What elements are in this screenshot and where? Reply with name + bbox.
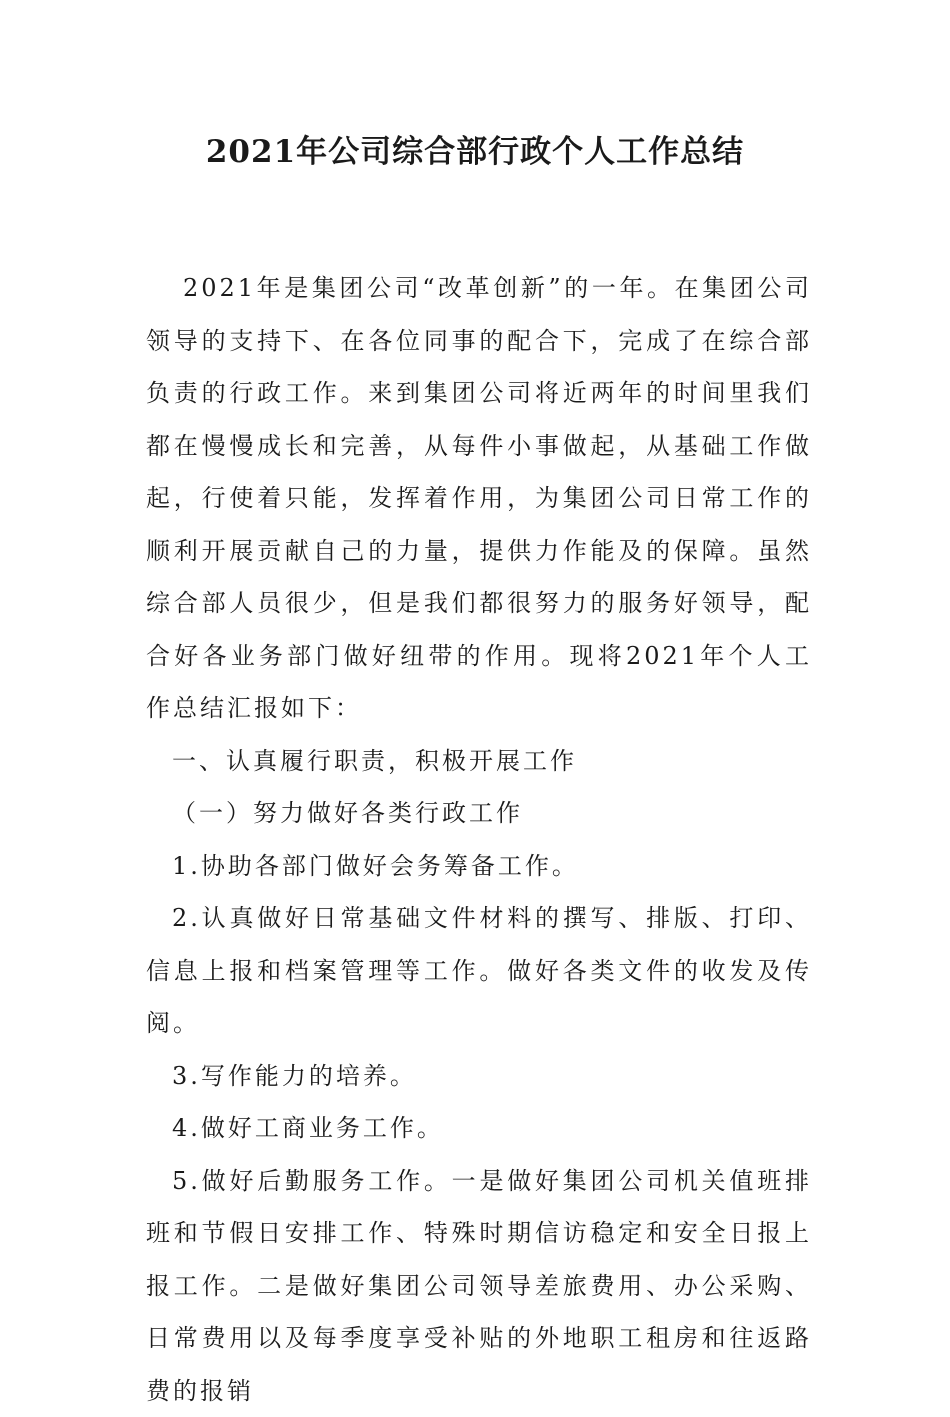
list-item-4: 4.做好工商业务工作。 bbox=[146, 1102, 812, 1155]
list-item-3: 3.写作能力的培养。 bbox=[146, 1050, 812, 1103]
section-heading: 一、认真履行职责，积极开展工作 bbox=[146, 735, 812, 788]
subsection-heading: （一）努力做好各类行政工作 bbox=[146, 787, 812, 840]
document-body bbox=[146, 262, 812, 1417]
intro-paragraph: 2021年是集团公司“改革创新”的一年。在集团公司领导的支持下、在各位同事的配合下，完成了在综合部负责的行政工作。来到集团公司将近两年的时间里我们都在慢慢成长和完善，从每件小事做起，从基础工作做起，行使着只能，发挥着作用，为集团公司日常工作的顺利开展贡献自己的力量，提供力作能及的保障。虽然综合部人员很少，但是我们都很努力的服务好领导，配合好各业务部门做好纽带的作用。现将2021年个人工作总结汇报如下： bbox=[146, 262, 812, 735]
list-item-2: 2.认真做好日常基础文件材料的撰写、排版、打印、信息上报和档案管理等工作。做好各类文件的收发及传阅。 bbox=[146, 892, 812, 1050]
document-title: 2021年公司综合部行政个人工作总结 bbox=[0, 126, 950, 178]
list-item-5: 5.做好后勤服务工作。一是做好集团公司机关值班排班和节假日安排工作、特殊时期信访稳定和安全日报上报工作。二是做好集团公司领导差旅费用、办公采购、日常费用以及每季度享受补贴的外地职工租房和往返路费的报销 bbox=[146, 1155, 812, 1417]
list-item-1: 1.协助各部门做好会务筹备工作。 bbox=[146, 840, 812, 893]
